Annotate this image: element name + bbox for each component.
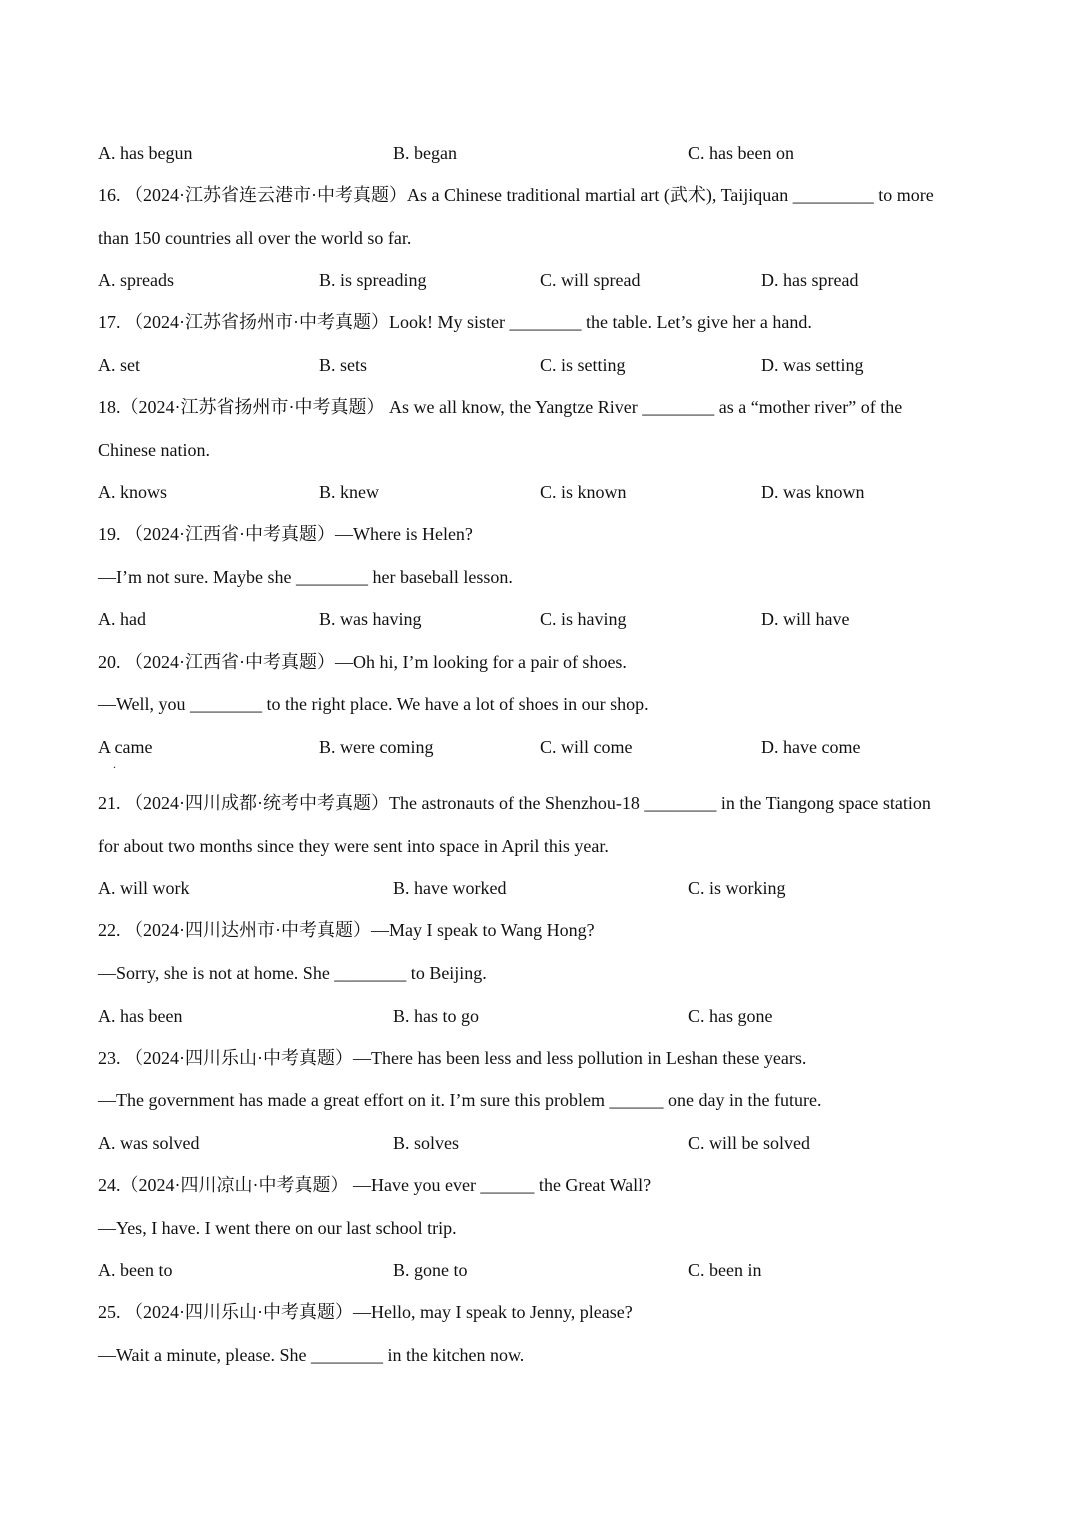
q20-option-d: D. have come <box>761 737 861 757</box>
q18-option-d: D. was known <box>761 482 865 502</box>
q16-question-line1: 16. （2024·江苏省连云港市·中考真题）As a Chinese traditional martial art (武术), Taijiquan _________ to more <box>98 185 934 205</box>
q23-question-line1: 23. （2024·四川乐山·中考真题）—There has been less and less pollution in Leshan these years. <box>98 1048 807 1068</box>
q19-option-a: A. had <box>98 609 146 629</box>
q21-option-c: C. is working <box>688 878 786 898</box>
q17-options <box>98 353 998 377</box>
q24-options <box>98 1258 998 1282</box>
q23-option-a: A. was solved <box>98 1133 200 1153</box>
q18-option-a: A. knows <box>98 482 168 502</box>
q23-options <box>98 1131 998 1155</box>
q17-option-d: D. was setting <box>761 355 864 375</box>
q22-options <box>98 1004 998 1028</box>
q19-option-d: D. will have <box>761 609 850 629</box>
q24-question-line1: 24.（2024·四川凉山·中考真题） —Have you ever ______ the Great Wall? <box>98 1175 652 1195</box>
q21-question-line2: for about two months since they were sent into space in April this year. <box>98 836 609 856</box>
q23-option-b: B. solves <box>393 1133 460 1153</box>
q22-option-c: C. has gone <box>688 1006 773 1026</box>
q20-option-b: B. were coming <box>319 737 434 757</box>
q24-option-b: B. gone to <box>393 1260 468 1280</box>
q17-option-b: B. sets <box>319 355 368 375</box>
q19-question-line2: —I’m not sure. Maybe she ________ her baseball lesson. <box>98 567 513 587</box>
q20-question-line2: —Well, you ________ to the right place. We have a lot of shoes in our shop. <box>98 694 649 714</box>
q16-option-a: A. spreads <box>98 270 174 290</box>
q23-option-c: C. will be solved <box>688 1133 810 1153</box>
q22-option-a: A. has been <box>98 1006 183 1026</box>
q16-option-b: B. is spreading <box>319 270 427 290</box>
q15-option-a: A. has begun <box>98 143 193 163</box>
q18-option-c: C. is known <box>540 482 627 502</box>
q19-option-c: C. is having <box>540 609 627 629</box>
q22-option-b: B. has to go <box>393 1006 480 1026</box>
q20-stray-dot: . <box>113 757 116 771</box>
q18-question-line1: 18.（2024·江苏省扬州市·中考真题） As we all know, the Yangtze River ________ as a “mother river” of the <box>98 397 903 417</box>
q16-option-d: D. has spread <box>761 270 859 290</box>
q22-question-line1: 22. （2024·四川达州市·中考真题）—May I speak to Wang Hong? <box>98 920 595 940</box>
q17-option-c: C. is setting <box>540 355 626 375</box>
q24-option-a: A. been to <box>98 1260 173 1280</box>
q20-option-c: C. will come <box>540 737 633 757</box>
q17-question-line1: 17. （2024·江苏省扬州市·中考真题）Look! My sister ________ the table. Let’s give her a hand. <box>98 312 812 332</box>
q20-options <box>98 735 998 759</box>
q18-option-b: B. knew <box>319 482 379 502</box>
q17-option-a: A. set <box>98 355 140 375</box>
q19-option-b: B. was having <box>319 609 422 629</box>
q22-question-line2: —Sorry, she is not at home. She ________ to Beijing. <box>98 963 487 983</box>
q20-question-line1: 20. （2024·江西省·中考真题）—Oh hi, I’m looking for a pair of shoes. <box>98 652 627 672</box>
q21-option-b: B. have worked <box>393 878 507 898</box>
q25-question-line2: —Wait a minute, please. She ________ in the kitchen now. <box>98 1345 525 1365</box>
q24-question-line2: —Yes, I have. I went there on our last school trip. <box>98 1218 457 1238</box>
q21-question-line1: 21. （2024·四川成都·统考中考真题）The astronauts of the Shenzhou-18 ________ in the Tiangong space station <box>98 793 931 813</box>
q25-question-line1: 25. （2024·四川乐山·中考真题）—Hello, may I speak to Jenny, please? <box>98 1302 633 1322</box>
q18-question-line2: Chinese nation. <box>98 440 210 460</box>
q20-option-a: A came <box>98 737 153 757</box>
q19-question-line1: 19. （2024·江西省·中考真题）—Where is Helen? <box>98 524 473 544</box>
q16-option-c: C. will spread <box>540 270 641 290</box>
q16-question-line2: than 150 countries all over the world so far. <box>98 228 412 248</box>
q21-options <box>98 876 998 900</box>
q16-options <box>98 268 998 292</box>
q21-option-a: A. will work <box>98 878 190 898</box>
q23-question-line2: —The government has made a great effort on it. I’m sure this problem ______ one day in the future. <box>98 1090 822 1110</box>
q15-option-c: C. has been on <box>688 143 794 163</box>
q19-options <box>98 607 998 631</box>
q24-option-c: C. been in <box>688 1260 762 1280</box>
q15-options <box>98 141 998 165</box>
q18-options <box>98 480 998 504</box>
q15-option-b: B. began <box>393 143 457 163</box>
